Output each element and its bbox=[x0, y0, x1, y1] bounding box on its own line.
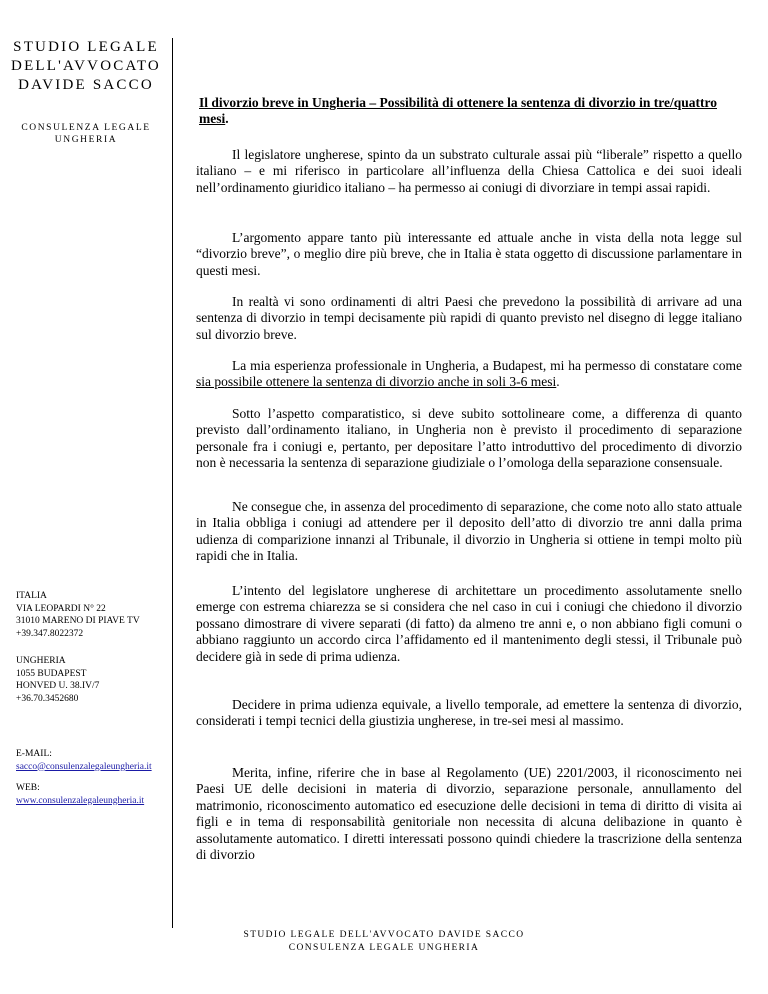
firm-name bbox=[0, 38, 172, 95]
web-link[interactable]: www.consulenzalegaleungheria.it bbox=[16, 795, 145, 806]
footer-line: STUDIO LEGALE DELL'AVVOCATO DAVIDE SACCO bbox=[243, 930, 525, 940]
paragraph: Merita, infine, riferire che in base al Regolamento (UE) 2201/2003, il riconoscimento nei Paesi UE delle decisioni in materia di divorzio, separazione personale, annullamento del matrimonio, riconoscimento automatico ed esecuzione delle decisioni in tema di diritto di visita ai figli e in tema di responsabilità genitoriale non necessita di alcuna delibazione in quanto è assolutamente automatico. I diretti interessati possono quindi chiedere la trascrizione della sentenza di divorzio bbox=[196, 765, 742, 863]
letterhead-sidebar bbox=[0, 0, 172, 994]
paragraph-text: La mia esperienza professionale in Ungheria, a Budapest, mi ha permesso di constatare come bbox=[232, 358, 742, 373]
contact-italy-city: 31010 MARENO DI PIAVE TV bbox=[16, 616, 140, 626]
contact-hungary bbox=[16, 655, 99, 705]
contact-hungary-city: 1055 BUDAPEST bbox=[16, 668, 87, 679]
email-link[interactable]: sacco@consulenzalegaleungheria.it bbox=[16, 761, 152, 772]
paragraph-text: . bbox=[556, 374, 560, 390]
paragraph: Ne consegue che, in assenza del procedimento di separazione, che come noto allo stato attuale in Italia obbliga i coniugi ad attendere per il deposito dell’atto di divorzio tre anni dalla prima udienza di comparizione innanzi al Tribunale, il divorzio in Ungheria si ottiene in tempi molto più rapidi che in Italia. bbox=[196, 499, 742, 564]
contact-italy-phone: +39.347.8022372 bbox=[16, 628, 84, 639]
document-title-text: Il divorzio breve in Ungheria – Possibilità di ottenere la sentenza di divorzio in tre/quattro mesi bbox=[199, 95, 717, 126]
paragraph: Sotto l’aspetto comparatistico, si deve subito sottolineare come, a differenza di quanto previsto dall’ordinamento italiano, in Ungheria non è previsto il procedimento di separazione personale fra i coniugi e, pertanto, per depositare l’atto introduttivo del procedimento di divorzio non è necessaria la sentenza di separazione giudiziale o l’omologa della separazione consensuale. bbox=[196, 406, 742, 471]
firm-subtitle-line: UNGHERIA bbox=[54, 135, 118, 145]
paragraph bbox=[196, 358, 742, 391]
contact-hungary-heading: UNGHERIA bbox=[16, 656, 66, 666]
contact-italy-address: VIA LEOPARDI N° 22 bbox=[16, 603, 106, 614]
firm-subtitle bbox=[0, 122, 172, 146]
paragraph: Il legislatore ungherese, spinto da un substrato culturale assai più “liberale” rispetto a quello italiano – e mi riferisco in particolare all’influenza della Chiesa Cattolica e dei suoi ideali nell’ordinamento giuridico italiano – ha permesso ai coniugi di divorziare in tempi assai rapidi. bbox=[196, 147, 742, 195]
document-body bbox=[172, 0, 744, 994]
contact-email bbox=[16, 748, 152, 773]
contact-hungary-address: HONVED U. 38.IV/7 bbox=[16, 681, 100, 691]
contact-italy-heading: ITALIA bbox=[16, 591, 47, 601]
underlined-text: sia possibile ottenere la sentenza di divorzio anche in soli 3-6 mesi bbox=[196, 374, 557, 390]
email-label: E-MAIL: bbox=[16, 749, 52, 759]
page-footer bbox=[0, 929, 768, 954]
paragraph: Decidere in prima udienza equivale, a livello temporale, ad emettere la sentenza di divorzio, considerati i tempi tecnici della giustizia ungherese, in tre-sei mesi al massimo. bbox=[196, 697, 742, 729]
footer-line: CONSULENZA LEGALE UNGHERIA bbox=[288, 942, 480, 953]
web-label: WEB: bbox=[16, 783, 40, 793]
firm-subtitle-line: CONSULENZA LEGALE bbox=[21, 123, 151, 133]
contact-hungary-phone: +36.70.3452680 bbox=[16, 693, 79, 704]
contact-italy bbox=[16, 590, 140, 640]
document-title bbox=[199, 95, 739, 127]
document-title-period: . bbox=[225, 111, 229, 126]
firm-name-line: STUDIO LEGALE bbox=[13, 39, 159, 55]
paragraph: L’intento del legislatore ungherese di architettare un procedimento assolutamente snello emerge con estrema chiarezza se si considera che nel caso in cui i coniugi che chiedono il divorzio possano dimostrare di vivere separati (di fatto) da almeno tre anni e, o non abbiano figli comuni o abbiano raggiunto un accordo circa l’affidamento ed il mantenimento degli stessi, il Tribunale può decidere già in sede di prima udienza. bbox=[196, 583, 742, 664]
paragraph: In realtà vi sono ordinamenti di altri Paesi che prevedono la possibilità di arrivare ad una sentenza di divorzio in tempi decisamente più rapidi di quanto previsto nel disegno di legge italiano sul divorzio breve. bbox=[196, 294, 742, 342]
contact-web bbox=[16, 782, 144, 807]
paragraph: L’argomento appare tanto più interessante ed attuale anche in vista della nota legge sul “divorzio breve”, o meglio dire più breve, che in Italia è stata oggetto di discussione parlamentare in questi mesi. bbox=[196, 230, 742, 278]
firm-name-line: DELL'AVVOCATO bbox=[11, 58, 161, 74]
firm-name-line: DAVIDE SACCO bbox=[18, 77, 154, 93]
